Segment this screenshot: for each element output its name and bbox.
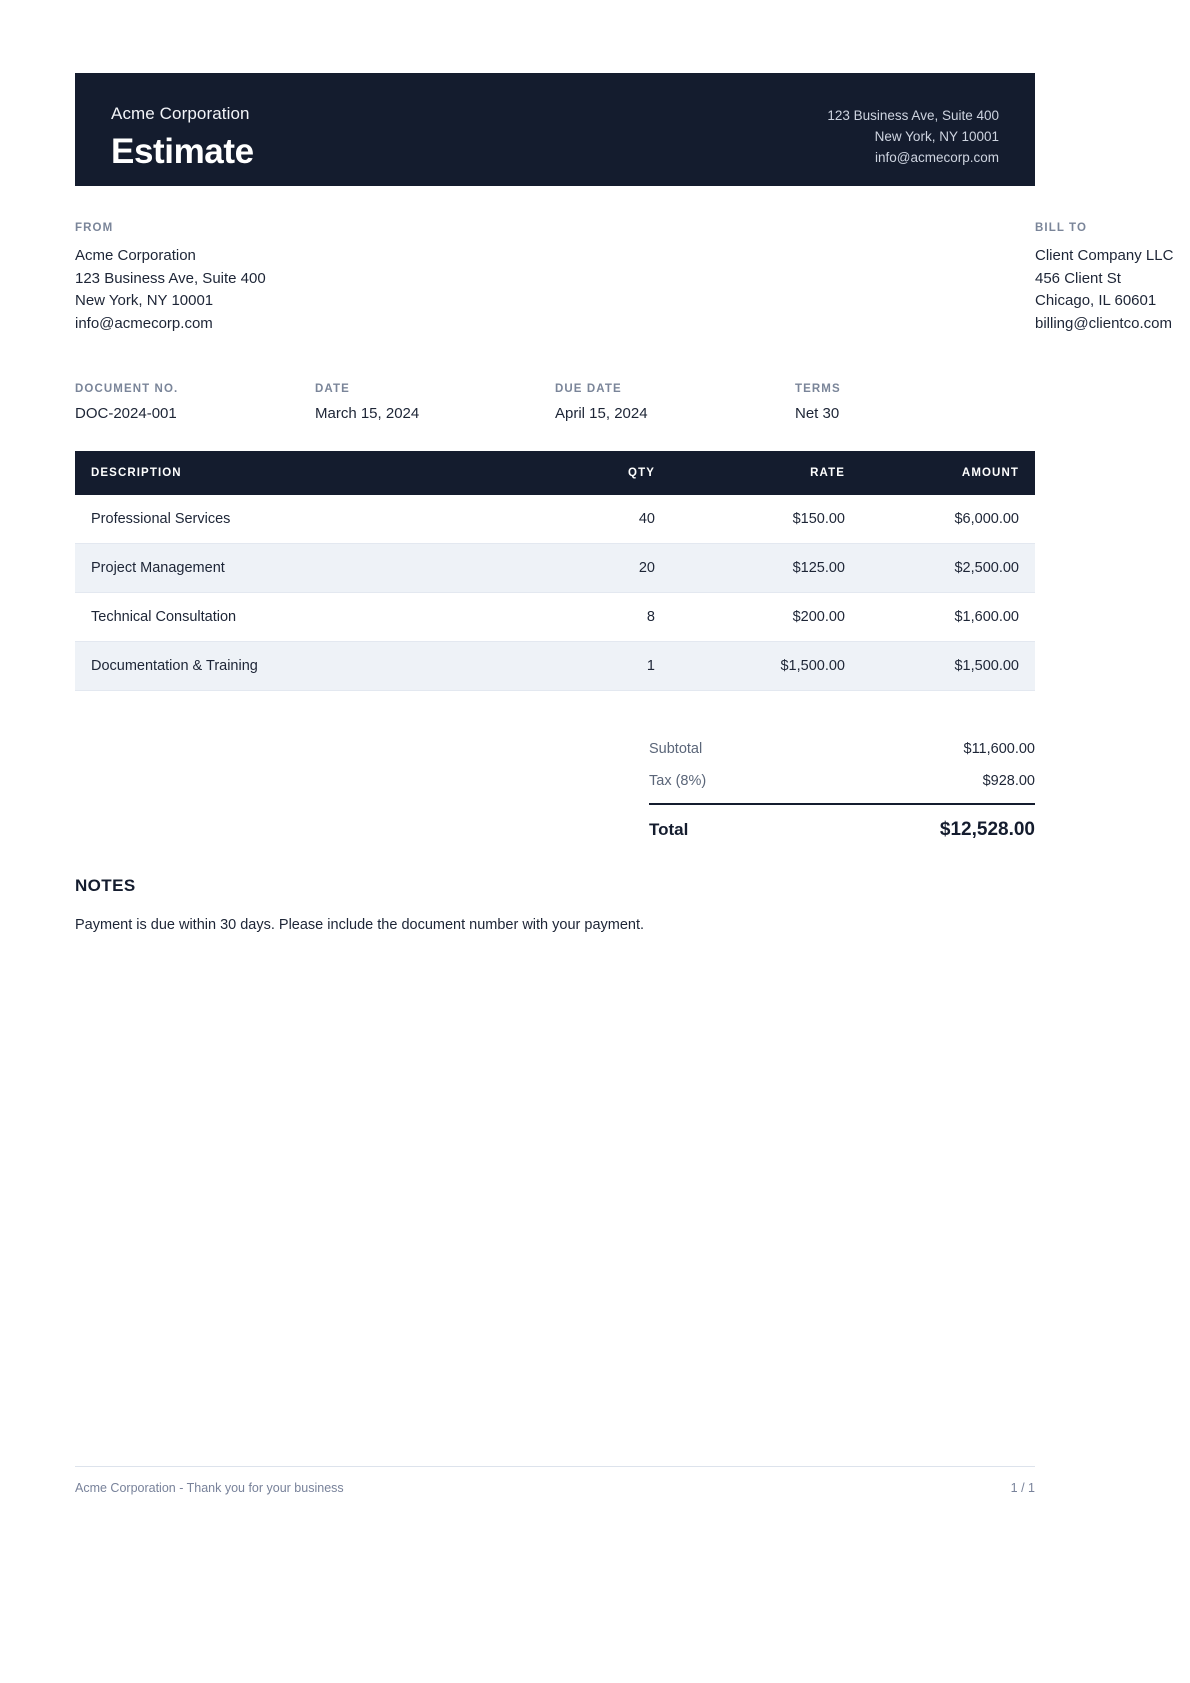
header-contact-line: 123 Business Ave, Suite 400 (827, 108, 999, 123)
from-label: FROM (75, 222, 114, 234)
table-row (75, 642, 1035, 691)
cell-description: Project Management (75, 544, 495, 593)
from-email: info@acmecorp.com (75, 314, 213, 332)
meta-document-no (75, 383, 315, 424)
totals-section (649, 733, 1035, 849)
page-number: 1 / 1 (1010, 1481, 1035, 1495)
cell-amount: $6,000.00 (845, 495, 1035, 544)
tax-row (649, 765, 1035, 797)
meta-value: DOC-2024-001 (75, 405, 177, 422)
document-header (75, 73, 1035, 186)
bill-to-block (536, 222, 1174, 335)
cell-amount: $1,500.00 (845, 642, 1035, 691)
cell-rate: $125.00 (655, 544, 845, 593)
meta-due-date (555, 383, 795, 424)
line-items-table (75, 451, 1035, 691)
from-line: Acme Corporation (75, 247, 196, 264)
meta-label: DOCUMENT NO. (75, 383, 179, 395)
subtotal-row (649, 733, 1035, 765)
cell-description: Documentation & Training (75, 642, 495, 691)
table-row (75, 593, 1035, 642)
tax-label: Tax (8%) (649, 773, 707, 789)
meta-value: Net 30 (795, 405, 840, 422)
bill-to-line: Chicago, IL 60601 (1035, 292, 1157, 309)
bill-to-line: Client Company LLC (1035, 247, 1174, 264)
table-header-row (75, 451, 1035, 495)
page-footer (75, 1466, 1035, 1495)
table-row (75, 544, 1035, 593)
meta-value: April 15, 2024 (555, 405, 648, 422)
document-type-title: Estimate (111, 132, 254, 172)
total-value: $12,528.00 (939, 819, 1035, 840)
header-contact-block (827, 103, 999, 169)
cell-description: Professional Services (75, 495, 495, 544)
cell-qty: 20 (495, 544, 655, 593)
cell-qty: 1 (495, 642, 655, 691)
meta-label: DATE (315, 383, 350, 395)
total-label: Total (649, 820, 689, 839)
cell-qty: 40 (495, 495, 655, 544)
parties-section (75, 222, 1174, 335)
company-name: Acme Corporation (111, 104, 250, 123)
column-header-qty: QTY (495, 451, 655, 495)
bill-to-label: BILL TO (1035, 222, 1087, 234)
cell-amount: $2,500.00 (845, 544, 1035, 593)
subtotal-value: $11,600.00 (963, 741, 1035, 757)
cell-rate: $1,500.00 (655, 642, 845, 691)
from-line: New York, NY 10001 (75, 292, 214, 309)
meta-value: March 15, 2024 (315, 405, 420, 422)
cell-rate: $200.00 (655, 593, 845, 642)
document-meta-row (75, 383, 1035, 424)
header-identity (111, 103, 254, 172)
notes-section (75, 876, 1035, 937)
meta-terms (795, 383, 1035, 424)
table-row (75, 495, 1035, 544)
footer-note: Acme Corporation - Thank you for your business (75, 1481, 344, 1495)
notes-body: Payment is due within 30 days. Please include the document number with your payment. (75, 917, 645, 933)
document-page (75, 0, 1174, 1683)
header-contact-line: New York, NY 10001 (874, 128, 999, 144)
cell-rate: $150.00 (655, 495, 845, 544)
meta-label: TERMS (795, 383, 841, 395)
grand-total-row (649, 803, 1035, 849)
bill-to-line: 456 Client St (1035, 269, 1121, 287)
column-header-description: DESCRIPTION (75, 451, 495, 495)
from-block (75, 222, 536, 335)
from-line: 123 Business Ave, Suite 400 (75, 269, 266, 287)
tax-value: $928.00 (982, 773, 1035, 789)
subtotal-label: Subtotal (649, 741, 703, 757)
column-header-rate: RATE (655, 451, 845, 495)
cell-qty: 8 (495, 593, 655, 642)
cell-amount: $1,600.00 (845, 593, 1035, 642)
notes-title: NOTES (75, 876, 136, 895)
cell-description: Technical Consultation (75, 593, 495, 642)
column-header-amount: AMOUNT (845, 451, 1035, 495)
header-contact-email: info@acmecorp.com (875, 149, 999, 165)
bill-to-email: billing@clientco.com (1035, 314, 1172, 332)
meta-date (315, 383, 555, 424)
meta-label: DUE DATE (555, 383, 622, 395)
